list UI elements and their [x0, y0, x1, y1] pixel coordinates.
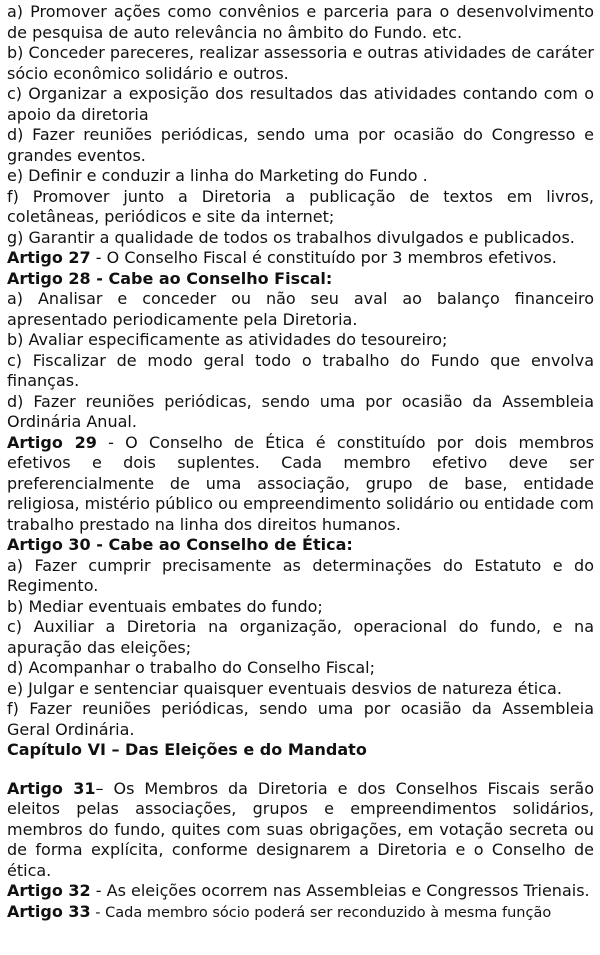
- spacer: [7, 761, 594, 779]
- article-text: - As eleições ocorrem nas Assembleias e Congressos Trienais.: [90, 881, 590, 900]
- article-text: - Cada membro sócio poderá ser reconduzido à mesma função: [90, 904, 552, 921]
- article-32: [7, 881, 594, 902]
- article-33: [7, 902, 594, 923]
- article-text: - O Conselho Fiscal é constituído por 3 membros efetivos.: [90, 248, 557, 267]
- list-item: c) Auxiliar a Diretoria na organização, operacional do fundo, e na apuração das eleições;: [7, 617, 594, 657]
- list-item: e) Definir e conduzir a linha do Marketing do Fundo .: [7, 166, 428, 185]
- list-item: b) Mediar eventuais embates do fundo;: [7, 596, 323, 616]
- list-item: d) Fazer reuniões periódicas, sendo uma por ocasião da Assembleia Ordinária Anual.: [7, 391, 594, 431]
- list-item: d) Fazer reuniões periódicas, sendo uma por ocasião do Congresso e grandes eventos.: [7, 125, 594, 165]
- article-label: Artigo 32: [7, 881, 91, 900]
- list-item: f) Promover junto a Diretoria a publicação de textos em livros, coletâneas, periódicos e site da internet;: [7, 186, 594, 226]
- list-item: a) Promover ações como convênios e parceria para o desenvolvimento de pesquisa de auto relevância no âmbito do Fundo. etc.: [7, 2, 594, 42]
- list-item: c) Organizar a exposição dos resultados das atividades contando com o apoio da diretoria: [7, 84, 594, 124]
- article-label: Artigo 31: [7, 778, 96, 798]
- article-30-heading: Artigo 30 - Cabe ao Conselho de Ética:: [7, 535, 353, 554]
- article-label: Artigo 27: [7, 248, 91, 267]
- list-item: b) Conceder pareceres, realizar assessoria e outras atividades de caráter sócio econômico solidário e outros.: [7, 43, 594, 83]
- chapter-heading: Capítulo VI – Das Eleições e do Mandato: [7, 740, 367, 759]
- article-text: – Os Membros da Diretoria e dos Conselhos Fiscais serão eleitos pelas associações, grupos e empreendimentos solidários, membros do fundo, quites com suas obrigações, em votação secreta ou de forma explícita, conforme designarem a Diretoria e o Conselho de ética.: [7, 778, 595, 880]
- article-label: Artigo 29: [7, 432, 97, 452]
- list-item: c) Fiscalizar de modo geral todo o trabalho do Fundo que envolva finanças.: [7, 350, 594, 390]
- list-item: e) Julgar e sentenciar quaisquer eventuais desvios de natureza ética.: [7, 678, 562, 698]
- article-text: - O Conselho de Ética é constituído por dois membros efetivos e dois suplentes. Cada membro efetivo deve ser preferencialmente de uma associação, grupo de base, entidade religiosa, mistério público ou empreendimento solidário ou entidade com trabalho prestado na linha dos direitos humanos.: [7, 432, 595, 534]
- list-item: a) Fazer cumprir precisamente as determinações do Estatuto e do Regimento.: [7, 555, 594, 595]
- article-31: [7, 779, 594, 882]
- list-item: d) Acompanhar o trabalho do Conselho Fiscal;: [7, 658, 376, 677]
- article-27: [7, 248, 594, 269]
- list-item: a) Analisar e conceder ou não seu aval ao balanço financeiro apresentado periodicamente pela Diretoria.: [7, 289, 594, 329]
- article-29: [7, 433, 594, 536]
- list-item: f) Fazer reuniões periódicas, sendo uma por ocasião da Assembleia Geral Ordinária.: [7, 699, 594, 739]
- article-label: Artigo 33: [7, 901, 91, 921]
- article-28-heading: Artigo 28 - Cabe ao Conselho Fiscal:: [7, 268, 333, 288]
- list-item: g) Garantir a qualidade de todos os trabalhos divulgados e publicados.: [7, 227, 575, 247]
- list-item: b) Avaliar especificamente as atividades do tesoureiro;: [7, 330, 448, 349]
